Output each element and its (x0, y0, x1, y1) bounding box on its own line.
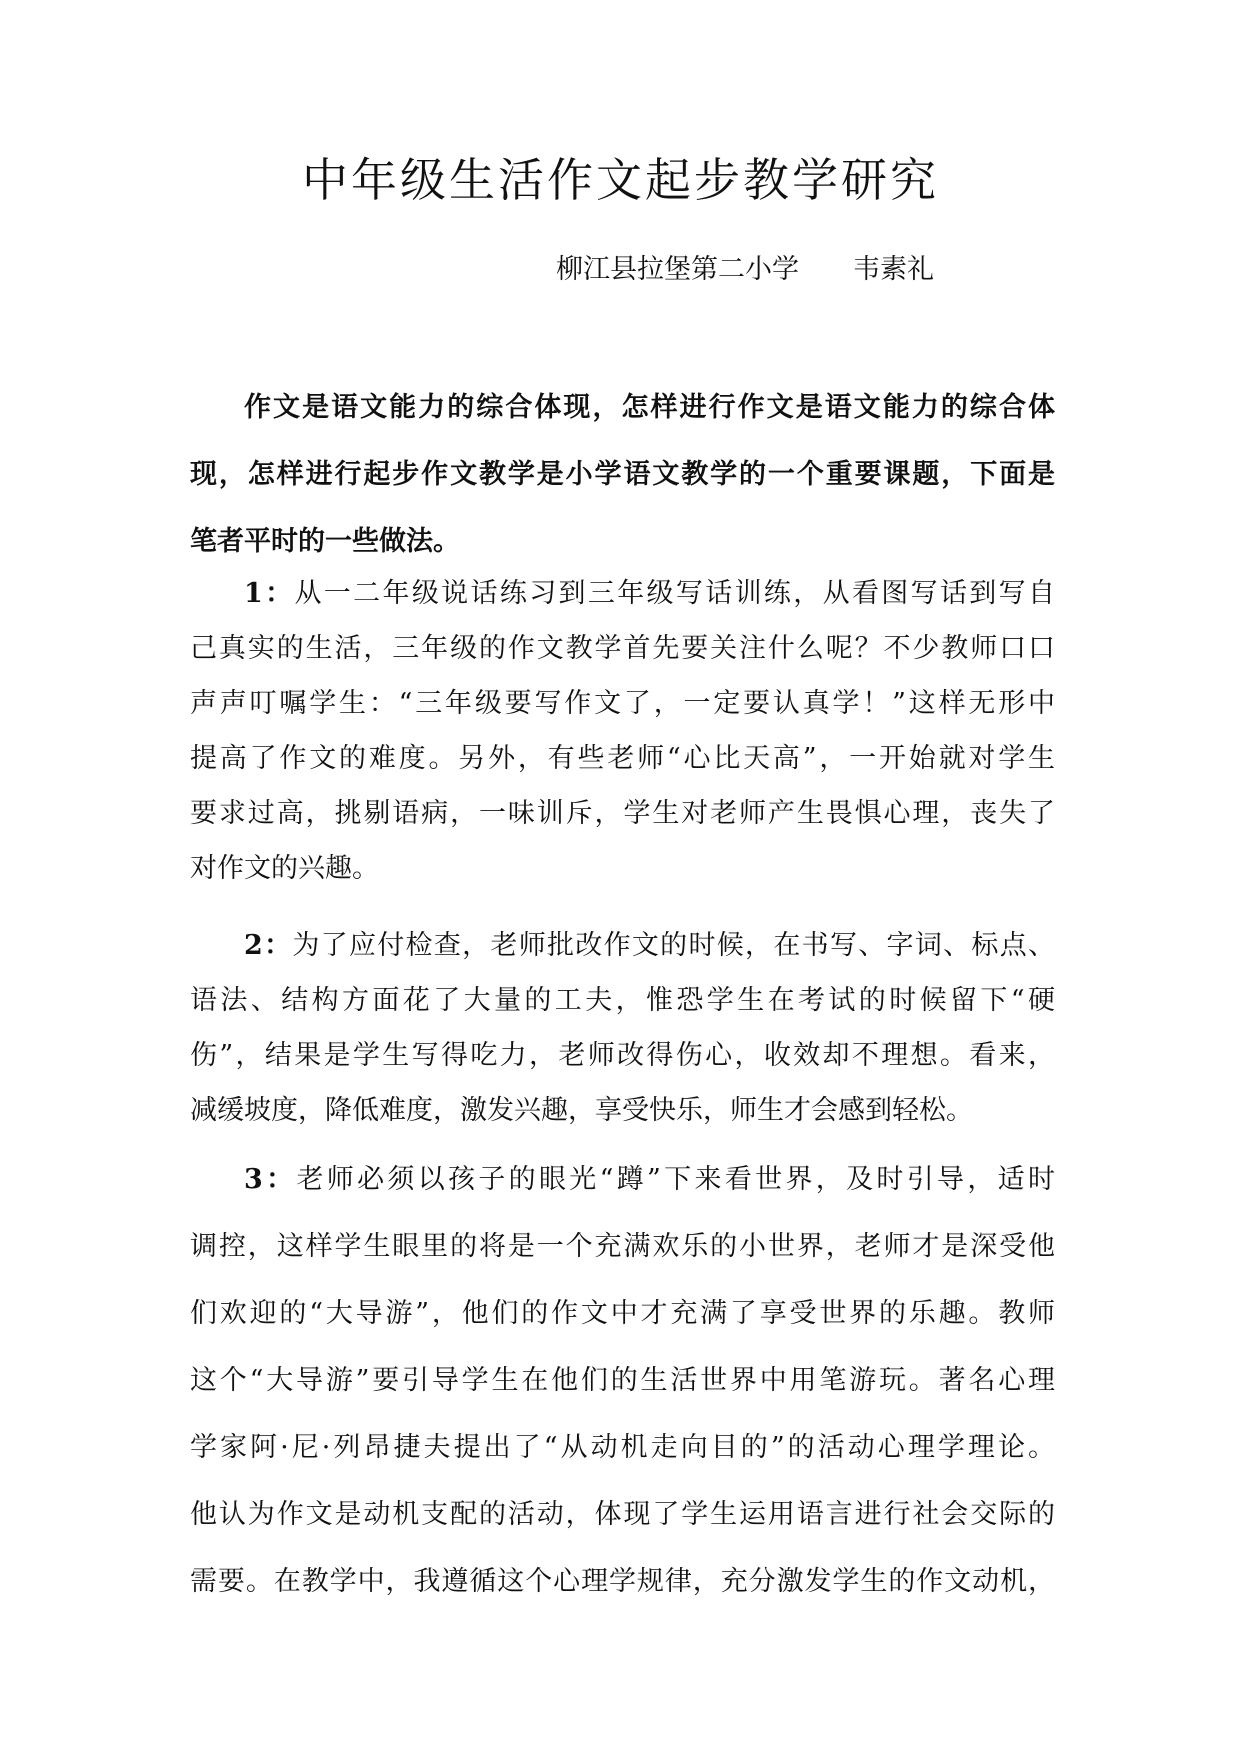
byline (556, 252, 934, 288)
paragraph-line: 要求过高，挑剔语病，一味训斥，学生对老师产生畏惧心理，丧失了 (190, 798, 1055, 829)
intro-paragraph (190, 374, 1055, 575)
paragraph-line: 减缓坡度，降低难度，激发兴趣，享受快乐，师生才会感到轻松。 (190, 1095, 973, 1126)
paragraph-line: 们欢迎的“大导游”，他们的作文中才充满了享受世界的乐趣。教师 (190, 1298, 1055, 1329)
author-name: 韦素礼 (853, 254, 934, 285)
intro-line: 笔者平时的一些做法。 (190, 526, 460, 557)
paragraph-line: 需要。在教学中，我遵循这个心理学规律，充分激发学生的作文动机， (190, 1566, 1055, 1597)
paragraph-2 (190, 918, 1055, 1138)
paragraph-line: 他认为作文是动机支配的活动，体现了学生运用语言进行社会交际的 (190, 1499, 1055, 1530)
document-title: 中年级生活作文起步教学研究 (302, 153, 939, 207)
paragraph-line (190, 566, 1055, 621)
paragraph-1 (190, 566, 1055, 896)
paragraph-text: 从一二年级说话练习到三年级写话训练，从看图写话到写自 (294, 578, 1055, 609)
paragraph-line: 声声叮嘱学生：“三年级要写作文了，一定要认真学！”这样无形中 (190, 688, 1055, 719)
paragraph-text: 为了应付检查，老师批改作文的时候，在书写、字词、标点、 (292, 930, 1055, 961)
paragraph-line: 这个“大导游”要引导学生在他们的生活世界中用笔游玩。著名心理 (190, 1365, 1055, 1396)
paragraph-number: 2： (244, 930, 293, 961)
paragraph-line: 调控，这样学生眼里的将是一个充满欢乐的小世界，老师才是深受他 (190, 1231, 1055, 1262)
paragraph-line (190, 918, 1055, 973)
paragraph-3 (190, 1146, 1055, 1615)
paragraph-line: 伤”，结果是学生写得吃力，老师改得伤心，收效却不理想。看来， (190, 1040, 1055, 1071)
paragraph-number: 1： (244, 578, 295, 609)
paragraph-number: 3： (244, 1164, 297, 1195)
school-name: 柳江县拉堡第二小学 (556, 254, 799, 285)
paragraph-line (190, 1146, 1055, 1213)
paragraph-line: 提高了作文的难度。另外，有些老师“心比天高”，一开始就对学生 (190, 743, 1055, 774)
paragraph-line: 学家阿·尼·列昂捷夫提出了“从动机走向目的”的活动心理学理论。 (190, 1432, 1055, 1463)
intro-line: 作文是语文能力的综合体现，怎样进行作文是语文能力的综合体 (244, 392, 1055, 423)
paragraph-line: 己真实的生活，三年级的作文教学首先要关注什么呢？不少教师口口 (190, 633, 1055, 664)
paragraph-text: 老师必须以孩子的眼光“蹲”下来看世界，及时引导，适时 (296, 1164, 1056, 1195)
paragraph-line: 语法、结构方面花了大量的工夫，惟恐学生在考试的时候留下“硬 (190, 985, 1055, 1016)
paragraph-line: 对作文的兴趣。 (190, 853, 379, 884)
intro-line: 现，怎样进行起步作文教学是小学语文教学的一个重要课题，下面是 (190, 459, 1055, 490)
